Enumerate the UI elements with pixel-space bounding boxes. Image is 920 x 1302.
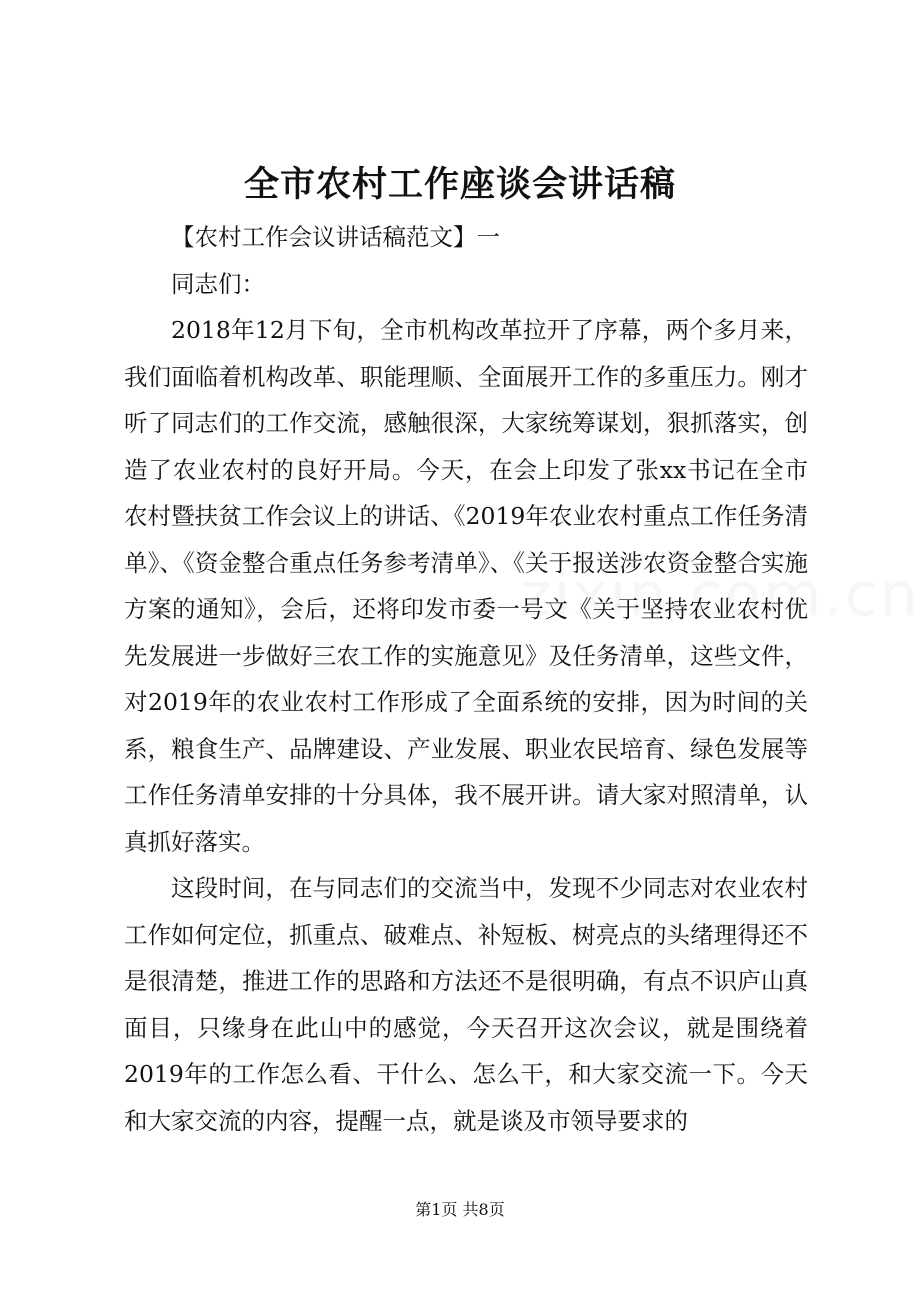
paragraph-body: 2018年12月下旬，全市机构改革拉开了序幕，两个多月来，我们面临着机构改革、职能理顺、全面展开工作的多重压力。刚才听了同志们的工作交流，感触很深，大家统筹谋划，狠抓落实，创造了农业农村的良好开局。今天，在会上印发了张xx书记在全市农村暨扶贫工作会议上的讲话、《2019年农业农村重点工作任务清单》、《资金整合重点任务参考清单》、《关于报送涉农资金整合实施方案的通知》，会后，还将印发市委一号文《关于坚持农业农村优先发展进一步做好三农工作的实施意见》及任务清单，这些文件，对2019年的农业农村工作形成了全面系统的安排，因为时间的关系，粮食生产、品牌建设、产业发展、职业农民培育、绿色发展等工作任务清单安排的十分具体，我不展开讲。请大家对照清单，认真抓好落实。 — [124, 316, 808, 856]
paragraph-salutation: 同志们： — [171, 269, 265, 298]
paragraph-heading: 【农村工作会议讲话稿范文】一 — [171, 223, 500, 251]
document-title: 全市农村工作座谈会讲话稿 — [243, 164, 676, 205]
document-body — [124, 214, 808, 1144]
paragraph-body: 这段时间，在与同志们的交流当中，发现不少同志对农业农村工作如何定位，抓重点、破难点、补短板、树亮点的头绪理得还不是很清楚，推进工作的思路和方法还不是很明确，有点不识庐山真面目，只缘身在此山中的感觉，今天召开这次会议，就是围绕着2019年的工作怎么看、干什么、怎么干，和大家交流一下。今天和大家交流的内容，提醒一点，就是谈及市领导要求的 — [124, 874, 808, 1135]
page-footer: 第1页 共8页 — [415, 1200, 505, 1219]
